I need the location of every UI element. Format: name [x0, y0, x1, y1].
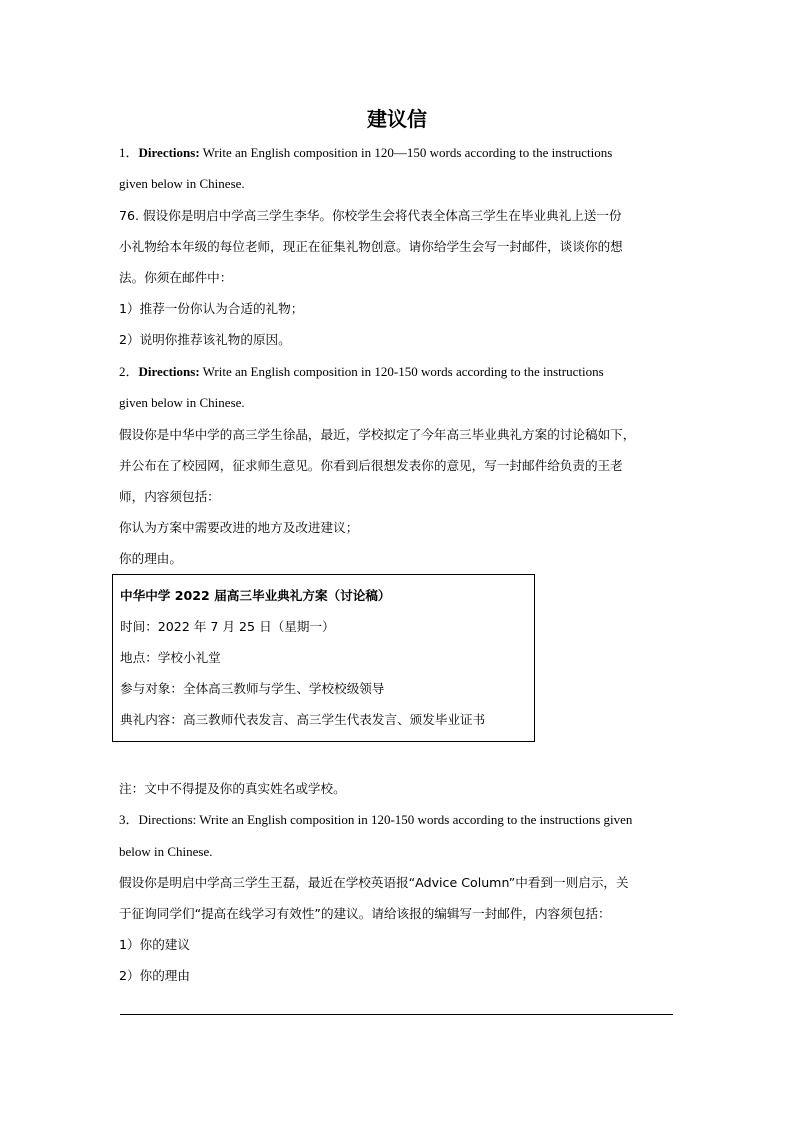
- plan-content: 典礼内容：高三教师代表发言、高三学生代表发言、颁发毕业证书: [120, 712, 486, 727]
- q2-prompt-line-1: 假设你是中华中学的高三学生徐晶，最近，学校拟定了今年高三毕业典礼方案的讨论稿如下，: [119, 427, 636, 442]
- q1-directions-label: Directions:: [138, 145, 200, 160]
- q2-directions-line-2: given below in Chinese.: [119, 395, 245, 410]
- q1-number: 1．: [119, 145, 139, 160]
- q2-prompt-line-2: 并公布在了校园网，征求师生意见。你看到后很想发表你的意见，写一封邮件给负责的王老: [119, 458, 623, 473]
- q2-number: 2．: [119, 364, 139, 379]
- q3-directions-line-2: below in Chinese.: [119, 844, 213, 859]
- q1-prompt-line-3: 法。你须在邮件中：: [119, 270, 233, 285]
- q2-prompt-line-3: 师，内容须包括：: [119, 489, 220, 504]
- q3-prompt-line-1: 假设你是明启中学高三学生王磊，最近在学校英语报“Advice Column”中看到一则启示，关: [119, 875, 629, 890]
- q2-directions-label: Directions:: [138, 364, 200, 379]
- q2-directions-line-1: [119, 363, 604, 381]
- page-title: 建议信: [367, 107, 427, 131]
- ceremony-plan-box: [112, 574, 535, 742]
- plan-place: 地点：学校小礼堂: [120, 650, 221, 665]
- q1-prompt-line-1: 76. 假设你是明启中学高三学生李华。你校学生会将代表全体高三学生在毕业典礼上送一份: [119, 208, 622, 223]
- q2-note: 注：文中不得提及你的真实姓名或学校。: [119, 781, 346, 796]
- q3-directions-line-1: 3．Directions: Write an English composition in 120-150 words according to the instructions given: [119, 812, 633, 827]
- q2-item-2: 你的理由。: [119, 551, 182, 566]
- q2-directions-text: Write an English composition in 120-150 words according to the instructions: [199, 364, 604, 379]
- q1-prompt-line-2: 小礼物给本年级的每位老师，现正在征集礼物创意。请你给学生会写一封邮件，谈谈你的想: [119, 239, 623, 254]
- q3-prompt-line-2: 于征询同学们“提高在线学习有效性”的建议。请给该报的编辑写一封邮件，内容须包括：: [119, 906, 611, 921]
- q1-item-1: 1）推荐一份你认为合适的礼物；: [119, 301, 304, 316]
- q3-item-1: 1）你的建议: [119, 937, 190, 952]
- q1-directions-line-1: [119, 144, 612, 162]
- plan-time: 时间：2022 年 7 月 25 日（星期一）: [120, 619, 335, 634]
- q1-directions-text: Write an English composition in 120—150 words according to the instructions: [199, 145, 613, 160]
- q1-item-2: 2）说明你推荐该礼物的原因。: [119, 332, 291, 347]
- plan-heading: 中华中学 2022 届高三毕业典礼方案（讨论稿）: [120, 588, 391, 603]
- q3-item-2: 2）你的理由: [119, 968, 190, 983]
- footer-divider: [120, 1014, 673, 1015]
- plan-participants: 参与对象：全体高三教师与学生、学校校级领导: [120, 681, 385, 696]
- q1-directions-line-2: given below in Chinese.: [119, 176, 245, 191]
- q2-item-1: 你认为方案中需要改进的地方及改进建议；: [119, 520, 359, 535]
